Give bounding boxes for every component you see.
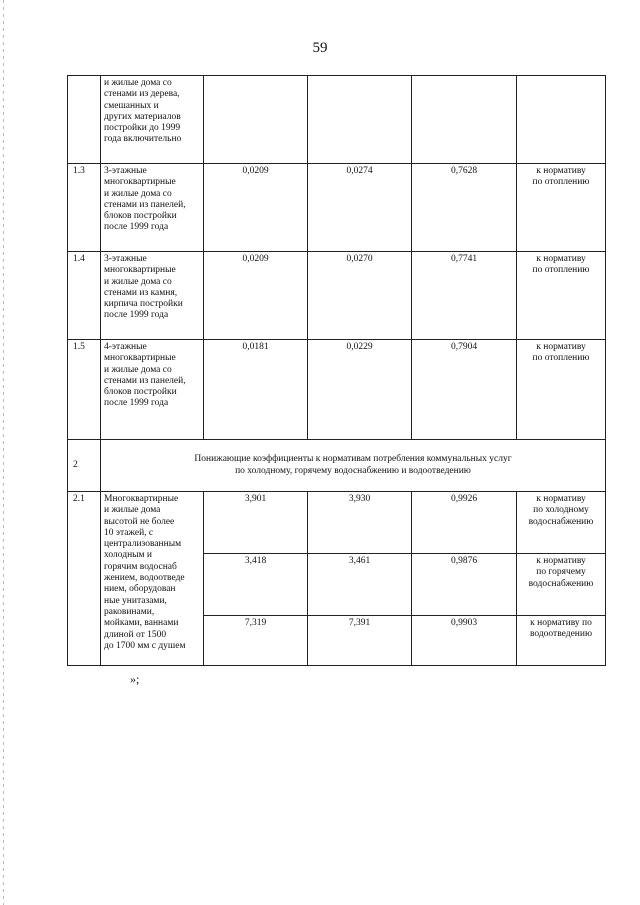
- text-line: по холодному: [533, 505, 589, 516]
- text-line: других материалов: [104, 111, 181, 122]
- cell-value-1: 0,0181: [204, 340, 308, 440]
- text-line: и жилые дома: [104, 505, 161, 516]
- text-line: по отоплению: [532, 177, 590, 188]
- cell-value-1: 3,418: [204, 554, 308, 616]
- cell-name: [101, 76, 204, 164]
- text-line: многоквартирные: [104, 353, 176, 364]
- text-line: к нормативу по: [530, 618, 592, 628]
- text-line: и жилые дома со: [104, 78, 172, 88]
- cell-num: 1.4: [68, 252, 101, 340]
- cell-note: [517, 554, 606, 616]
- text-line: 3-этажные: [104, 254, 147, 264]
- cell-value-3: 0,7628: [412, 164, 517, 252]
- text-line: стенами из панелей,: [104, 375, 186, 386]
- section-row: [68, 440, 606, 492]
- cell-num: 2.1: [68, 492, 101, 666]
- text-line: многоквартирные: [104, 177, 176, 188]
- cell-value-3: [412, 76, 517, 164]
- cell-note: [517, 616, 606, 666]
- text-line: холодным и: [104, 550, 153, 561]
- text-line: к нормативу: [536, 254, 586, 264]
- section-num: 2: [68, 440, 101, 492]
- coefficients-table: [67, 75, 606, 666]
- cell-name: [101, 252, 204, 340]
- cell-note: [517, 252, 606, 340]
- text-line: 4-этажные: [104, 342, 147, 352]
- cell-value-3: 0,9876: [412, 554, 517, 616]
- text-line: после 1999 года: [104, 222, 169, 233]
- text-line: водоснабжению: [528, 516, 594, 527]
- text-line: централизованным: [104, 539, 182, 550]
- text-line: к нормативу: [536, 494, 586, 504]
- page-number: 59: [312, 40, 328, 56]
- cell-value-2: 7,391: [308, 616, 412, 666]
- cell-value-1: 3,901: [204, 492, 308, 554]
- text-line: после 1999 года: [104, 398, 169, 409]
- text-line: Понижающие коэффициенты к нормативам потребления коммунальных услуг: [194, 454, 512, 465]
- text-line: по отоплению: [532, 353, 590, 364]
- cell-note: [517, 164, 606, 252]
- text-line: постройки до 1999: [104, 123, 181, 134]
- text-line: нием, оборудован: [104, 584, 176, 595]
- text-line: мойками, ваннами: [104, 618, 179, 629]
- cell-note: [517, 492, 606, 554]
- cell-value-1: 0,0209: [204, 164, 308, 252]
- cell-value-2: 0,0270: [308, 252, 412, 340]
- text-line: к нормативу: [536, 556, 586, 566]
- text-line: длиной от 1500: [104, 629, 167, 640]
- table-row: [68, 492, 606, 554]
- text-line: водоснабжению: [528, 578, 594, 589]
- text-line: жением, водоотведе: [104, 573, 185, 584]
- text-line: и жилые дома со: [104, 364, 172, 375]
- text-line: многоквартирные: [104, 265, 176, 276]
- cell-value-2: 0,0274: [308, 164, 412, 252]
- text-line: смешанных и: [104, 100, 159, 111]
- cell-note: [517, 76, 606, 164]
- table-row: [68, 252, 606, 340]
- closing-quote: »;: [130, 672, 140, 686]
- text-line: высотой не более: [104, 516, 175, 527]
- cell-num: 1.5: [68, 340, 101, 440]
- table-row-continued: [68, 76, 606, 164]
- text-line: стенами из панелей,: [104, 199, 186, 210]
- text-line: к нормативу: [536, 166, 586, 176]
- cell-value-2: [308, 76, 412, 164]
- text-line: водоотведению: [529, 629, 593, 640]
- text-line: 10 этажей, с: [104, 527, 154, 538]
- text-line: после 1999 года: [104, 310, 169, 321]
- text-line: 3-этажные: [104, 166, 147, 176]
- cell-value-1: [204, 76, 308, 164]
- text-line: и жилые дома со: [104, 188, 172, 199]
- cell-value-2: 0,0229: [308, 340, 412, 440]
- cell-num: 1.3: [68, 164, 101, 252]
- cell-num: [68, 76, 101, 164]
- cell-value-3: 0,7904: [412, 340, 517, 440]
- text-line: по холодному, горячему водоснабжению и водоотведению: [235, 465, 471, 476]
- text-line: к нормативу: [536, 342, 586, 352]
- text-line: блоков постройки: [104, 387, 177, 398]
- text-line: стенами из камня,: [104, 287, 178, 298]
- text-line: года включительно: [104, 134, 182, 145]
- cell-value-1: 7,319: [204, 616, 308, 666]
- cell-value-3: 0,7741: [412, 252, 517, 340]
- cell-note: [517, 340, 606, 440]
- text-line: до 1700 мм с душем: [104, 640, 186, 651]
- text-line: кирпича постройки: [104, 299, 183, 310]
- section-title: [101, 440, 606, 492]
- text-line: горячим водоснаб: [104, 561, 177, 572]
- cell-value-3: 0,9926: [412, 492, 517, 554]
- text-line: по горячему: [536, 567, 586, 578]
- table-row: [68, 340, 606, 440]
- scan-edge: [3, 0, 4, 905]
- text-line: и жилые дома со: [104, 276, 172, 287]
- text-line: раковинами,: [104, 606, 155, 617]
- cell-name: [101, 164, 204, 252]
- cell-value-2: 3,461: [308, 554, 412, 616]
- cell-value-1: 0,0209: [204, 252, 308, 340]
- cell-name: [101, 340, 204, 440]
- cell-name: [101, 492, 204, 666]
- text-line: блоков постройки: [104, 211, 177, 222]
- cell-value-3: 0,9903: [412, 616, 517, 666]
- text-line: Многоквартирные: [104, 494, 179, 504]
- text-line: стенами из дерева,: [104, 89, 180, 100]
- cell-value-2: 3,930: [308, 492, 412, 554]
- table-row: [68, 164, 606, 252]
- text-line: по отоплению: [532, 265, 590, 276]
- text-line: ные унитазами,: [104, 595, 167, 606]
